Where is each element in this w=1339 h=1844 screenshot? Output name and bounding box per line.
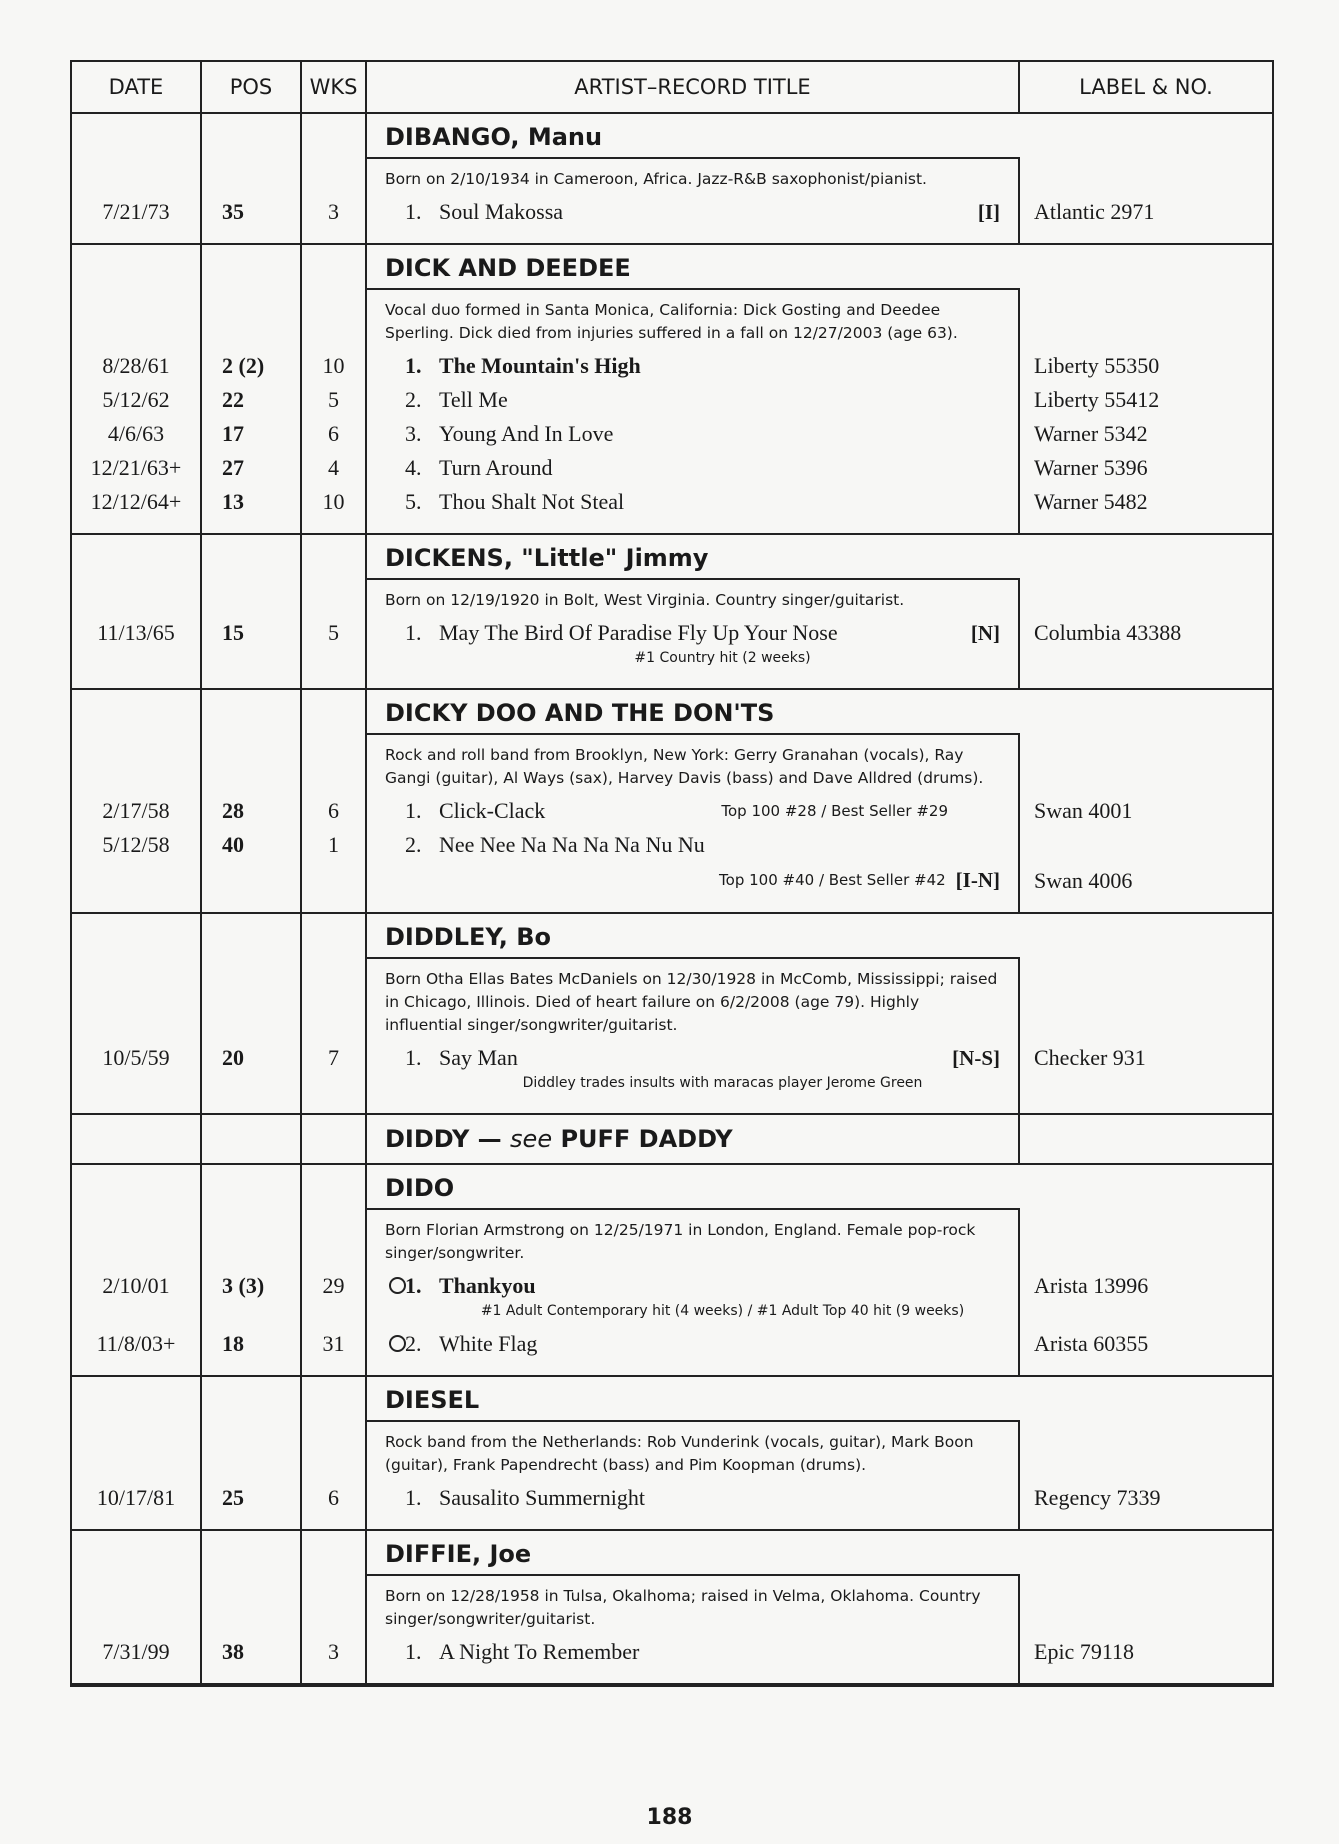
title-column — [367, 1165, 1020, 1375]
label-cell — [1020, 1327, 1272, 1361]
label-header: LABEL & NO. — [1079, 75, 1213, 99]
date-cell — [72, 1635, 200, 1669]
wks-value: 10 — [322, 353, 345, 378]
pos-cell — [202, 1269, 300, 1303]
song-subnote: #1 Adult Contemporary hit (4 weeks) / #1 Adult Top 40 hit (9 weeks) — [480, 1303, 965, 1319]
wks-column — [302, 114, 367, 243]
see-target: PUFF DADDY — [560, 1125, 733, 1153]
title-column — [367, 114, 1020, 243]
wks-cell — [302, 417, 365, 451]
song-row — [367, 349, 1018, 383]
label-column — [1020, 1165, 1272, 1375]
wks-cell — [302, 349, 365, 383]
song-flag: [N] — [970, 620, 1000, 645]
label-column — [1020, 1377, 1272, 1529]
song-title: Thankyou — [439, 1273, 536, 1298]
song-flag: [N-S] — [952, 1045, 1000, 1070]
date-value: 12/21/63+ — [90, 455, 182, 480]
pos-cell — [202, 1041, 300, 1075]
artist-entry — [72, 1531, 1272, 1685]
label-cell — [1020, 451, 1272, 485]
artist-entry — [72, 914, 1272, 1115]
song-number: 2. — [405, 1331, 422, 1356]
pos-cell — [202, 383, 300, 417]
song-row — [367, 1327, 1018, 1361]
date-column — [72, 1165, 202, 1375]
artist-name: DIESEL — [367, 1377, 1020, 1422]
wks-column — [302, 1377, 367, 1529]
date-column — [72, 1377, 202, 1529]
wks-cell — [302, 195, 365, 229]
label-cell — [1020, 1635, 1272, 1669]
wks-value: 6 — [328, 798, 339, 823]
pos-column — [202, 914, 302, 1113]
title-header: ARTIST–RECORD TITLE — [367, 62, 1020, 112]
wks-column — [302, 535, 367, 688]
song-number: 1. — [405, 798, 422, 823]
song-title: Sausalito Summernight — [439, 1485, 645, 1510]
wks-value: 31 — [322, 1331, 345, 1356]
date-header: DATE — [72, 62, 202, 112]
pos-value: 2 (2) — [222, 353, 265, 378]
label-cell — [1020, 616, 1272, 650]
wks-value: 6 — [328, 1485, 339, 1510]
wks-cell — [302, 828, 365, 862]
wks-header: WKS — [302, 62, 367, 112]
wks-value: 6 — [328, 421, 339, 446]
artist-name: DICKY DOO AND THE DON'TS — [367, 690, 1020, 735]
circle-icon — [389, 1277, 406, 1294]
song-number: 1. — [405, 1273, 422, 1298]
song-flag: [I] — [977, 199, 1000, 224]
date-value: 11/8/03+ — [96, 1331, 176, 1356]
date-value: 10/5/59 — [102, 1045, 170, 1070]
label-cell — [1020, 1041, 1272, 1075]
label-column — [1020, 690, 1272, 912]
artist-bio: Rock and roll band from Brooklyn, New York: Gerry Granahan (vocals), Ray Gangi (guitar), Al Ways (sax), Harvey Davis (bass) and Dave Alldred (drums). — [385, 746, 984, 787]
label-cell — [1020, 485, 1272, 519]
date-value: 11/13/65 — [97, 620, 175, 645]
pos-value: 27 — [222, 455, 244, 480]
artist-bio: Born on 2/10/1934 in Cameroon, Africa. Jazz-R&B saxophonist/pianist. — [385, 170, 927, 188]
date-value: 4/6/63 — [107, 421, 165, 446]
wks-value: 29 — [322, 1273, 345, 1298]
date-column — [72, 1531, 202, 1683]
song-title: Soul Makossa — [439, 199, 564, 224]
song-title: Thou Shalt Not Steal — [439, 489, 625, 514]
pos-cell — [202, 485, 300, 519]
table-header — [72, 62, 1272, 114]
song-number: 1. — [405, 199, 422, 224]
wks-cell — [302, 383, 365, 417]
song-flag: [I-N] — [955, 867, 1000, 892]
song-title: Tell Me — [439, 387, 508, 412]
circle-icon — [389, 1335, 406, 1352]
artist-bio: Born Florian Armstrong on 12/25/1971 in London, England. Female pop-rock singer/songwriter. — [385, 1221, 976, 1262]
date-cell — [72, 616, 200, 650]
pos-value: 15 — [222, 620, 244, 645]
wks-column — [302, 914, 367, 1113]
artist-name: DIDDLEY, Bo — [367, 914, 1020, 959]
song-title: Turn Around — [439, 455, 553, 480]
pos-column — [202, 1377, 302, 1529]
pos-cell — [202, 349, 300, 383]
song-title: Say Man — [439, 1045, 518, 1070]
pos-cell — [202, 195, 300, 229]
song-number: 1. — [405, 353, 422, 378]
date-cell — [72, 417, 200, 451]
pos-cell — [202, 451, 300, 485]
label-value: Warner 5396 — [1034, 455, 1148, 480]
label-cell — [1020, 794, 1272, 828]
date-column — [72, 690, 202, 912]
artist-entry — [72, 690, 1272, 914]
song-note: Top 100 #28 / Best Seller #29 — [721, 802, 948, 820]
pos-column — [202, 690, 302, 912]
label-cell — [1020, 349, 1272, 383]
wks-cell — [302, 485, 365, 519]
date-cell — [72, 485, 200, 519]
label-value: Arista 13996 — [1034, 1273, 1149, 1298]
title-column — [367, 245, 1020, 533]
wks-cell — [302, 794, 365, 828]
date-cell — [72, 828, 200, 862]
song-number: 4. — [405, 455, 422, 480]
pos-value: 35 — [222, 199, 244, 224]
pos-value: 20 — [222, 1045, 244, 1070]
date-cell — [72, 1041, 200, 1075]
artist-bio: Rock band from the Netherlands: Rob Vunderink (vocals, guitar), Mark Boon (guitar), Frank Papendrecht (bass) and Pim Koopman (drums). — [385, 1433, 974, 1474]
date-cell — [72, 451, 200, 485]
song-title: Click-Clack — [439, 798, 546, 823]
wks-value: 5 — [328, 620, 339, 645]
wks-cell — [302, 1269, 365, 1303]
pos-value: 38 — [222, 1639, 244, 1664]
label-cell — [1020, 1481, 1272, 1515]
date-column — [72, 535, 202, 688]
artist-bio: Born on 12/19/1920 in Bolt, West Virginia. Country singer/guitarist. — [385, 591, 905, 609]
song-number: 1. — [405, 1639, 422, 1664]
song-title: Nee Nee Na Na Na Na Nu Nu — [439, 832, 705, 857]
date-value: 7/31/99 — [102, 1639, 170, 1664]
pos-value: 3 (3) — [222, 1273, 265, 1298]
song-row — [367, 383, 1018, 417]
wks-cell — [302, 1041, 365, 1075]
label-value: Swan 4006 — [1034, 868, 1133, 893]
pos-value: 28 — [222, 798, 244, 823]
song-subnote: #1 Country hit (2 weeks) — [634, 650, 811, 666]
song-number: 3. — [405, 421, 422, 446]
song-number: 5. — [405, 489, 422, 514]
label-cell — [1020, 1269, 1272, 1303]
wks-column — [302, 690, 367, 912]
song-row — [367, 794, 1018, 828]
date-cell — [72, 1327, 200, 1361]
pos-column — [202, 535, 302, 688]
song-title: White Flag — [439, 1331, 538, 1356]
song-number: 1. — [405, 1485, 422, 1510]
pos-value: 40 — [222, 832, 244, 857]
wks-value: 3 — [328, 199, 339, 224]
date-cell — [72, 383, 200, 417]
wks-cell — [302, 616, 365, 650]
label-value: Swan 4001 — [1034, 798, 1133, 823]
date-cell — [72, 1269, 200, 1303]
label-value: Liberty 55412 — [1034, 387, 1160, 412]
pos-cell — [202, 616, 300, 650]
date-column — [72, 914, 202, 1113]
date-cell — [72, 1481, 200, 1515]
artist-name: DIFFIE, Joe — [367, 1531, 1020, 1576]
artist-bio: Born Otha Ellas Bates McDaniels on 12/30/1928 in McComb, Mississippi; raised in Chicago, Illinois. Died of heart failure on 6/2/2008 (age 79). Highly influential singer/songwriter/guitarist. — [385, 970, 998, 1034]
song-row — [367, 485, 1018, 519]
song-row — [367, 1481, 1018, 1515]
label-column — [1020, 245, 1272, 533]
artist-bio: Vocal duo formed in Santa Monica, California: Dick Gosting and Deedee Sperling. Dick died from injuries suffered in a fall on 12/27/2003 (age 63). — [385, 301, 958, 342]
pos-column — [202, 1531, 302, 1683]
date-column — [72, 114, 202, 243]
song-number: 1. — [405, 620, 422, 645]
wks-value: 4 — [328, 455, 339, 480]
date-value: 7/21/73 — [102, 199, 170, 224]
label-value: Columbia 43388 — [1034, 620, 1182, 645]
pos-column — [202, 1165, 302, 1375]
see-reference: DIDDY — see PUFF DADDY — [367, 1115, 1020, 1163]
wks-value: 10 — [322, 489, 345, 514]
label-cell — [1020, 195, 1272, 229]
pos-cell — [202, 794, 300, 828]
artist-name: DICKENS, "Little" Jimmy — [367, 535, 1020, 580]
title-column — [367, 1531, 1020, 1683]
song-row — [367, 828, 1018, 862]
date-value: 8/28/61 — [102, 353, 170, 378]
song-title: Young And In Love — [439, 421, 614, 446]
song-subnote: Diddley trades insults with maracas player Jerome Green — [522, 1075, 923, 1091]
song-number: 2. — [405, 832, 422, 857]
artist-entry — [72, 1377, 1272, 1531]
song-row — [367, 195, 1018, 229]
see-name: DIDDY — [385, 1125, 470, 1153]
pos-value: 22 — [222, 387, 244, 412]
label-column — [1020, 1531, 1272, 1683]
title-column — [367, 914, 1020, 1113]
song-row — [367, 616, 1018, 650]
date-value: 5/12/62 — [102, 387, 170, 412]
song-row — [367, 1635, 1018, 1669]
see-reference-row — [72, 1115, 1272, 1165]
chart-table — [70, 60, 1274, 1687]
wks-cell — [302, 451, 365, 485]
wks-value: 7 — [328, 1045, 339, 1070]
entries-group-2 — [72, 1165, 1272, 1685]
song-title: The Mountain's High — [439, 353, 641, 378]
label-value: Warner 5342 — [1034, 421, 1148, 446]
wks-cell — [302, 1327, 365, 1361]
label-value: Regency 7339 — [1034, 1485, 1161, 1510]
pos-cell — [202, 417, 300, 451]
label-cell — [1020, 383, 1272, 417]
pos-cell — [202, 828, 300, 862]
artist-name: DIDO — [367, 1165, 1020, 1210]
entries-group-1 — [72, 114, 1272, 1115]
label-value: Liberty 55350 — [1034, 353, 1160, 378]
artist-entry — [72, 535, 1272, 690]
date-value: 5/12/58 — [102, 832, 170, 857]
artist-entry — [72, 245, 1272, 535]
song-title: May The Bird Of Paradise Fly Up Your Nose — [439, 620, 838, 645]
page-number: 188 — [646, 1805, 693, 1830]
title-column — [367, 1377, 1020, 1529]
pos-value: 17 — [222, 421, 244, 446]
label-value: Warner 5482 — [1034, 489, 1148, 514]
see-word: see — [510, 1125, 553, 1153]
wks-column — [302, 245, 367, 533]
wks-value: 3 — [328, 1639, 339, 1664]
artist-entry — [72, 114, 1272, 245]
artist-name: DICK AND DEEDEE — [367, 245, 1020, 290]
wks-column — [302, 1165, 367, 1375]
title-column — [367, 535, 1020, 688]
pos-value: 13 — [222, 489, 244, 514]
label-value: Epic 79118 — [1034, 1639, 1134, 1664]
label-cell — [1020, 417, 1272, 451]
song-row — [367, 451, 1018, 485]
label-value: Arista 60355 — [1034, 1331, 1149, 1356]
song-number: 1. — [405, 1045, 422, 1070]
pos-column — [202, 245, 302, 533]
pos-column — [202, 114, 302, 243]
date-column — [72, 245, 202, 533]
artist-bio: Born on 12/28/1958 in Tulsa, Okalhoma; raised in Velma, Oklahoma. Country singer/songwriter/guitarist. — [385, 1587, 981, 1628]
song-row — [367, 417, 1018, 451]
wks-cell — [302, 1481, 365, 1515]
wks-value: 5 — [328, 387, 339, 412]
artist-entry — [72, 1165, 1272, 1377]
label-value: Atlantic 2971 — [1034, 199, 1155, 224]
date-value: 10/17/81 — [96, 1485, 176, 1510]
wks-value: 1 — [328, 832, 339, 857]
song-number: 2. — [405, 387, 422, 412]
song-row — [367, 1269, 1018, 1303]
pos-value: 18 — [222, 1331, 244, 1356]
date-value: 12/12/64+ — [90, 489, 182, 514]
song-title: A Night To Remember — [439, 1639, 640, 1664]
wks-column — [302, 1531, 367, 1683]
label-column — [1020, 914, 1272, 1113]
date-cell — [72, 195, 200, 229]
song-note: Top 100 #40 / Best Seller #42 — [719, 871, 946, 889]
artist-name: DIBANGO, Manu — [367, 114, 1020, 159]
label-cell — [1020, 864, 1272, 898]
wks-cell — [302, 1635, 365, 1669]
song-row — [367, 1041, 1018, 1075]
label-column — [1020, 114, 1272, 243]
pos-value: 25 — [222, 1485, 244, 1510]
pos-header: POS — [202, 62, 302, 112]
pos-cell — [202, 1481, 300, 1515]
pos-cell — [202, 1635, 300, 1669]
pos-cell — [202, 1327, 300, 1361]
date-cell — [72, 349, 200, 383]
title-column — [367, 690, 1020, 912]
label-value: Checker 931 — [1034, 1045, 1146, 1070]
date-value: 2/17/58 — [102, 798, 170, 823]
date-value: 2/10/01 — [102, 1273, 170, 1298]
song-subline — [367, 862, 1018, 898]
date-cell — [72, 794, 200, 828]
label-column — [1020, 535, 1272, 688]
